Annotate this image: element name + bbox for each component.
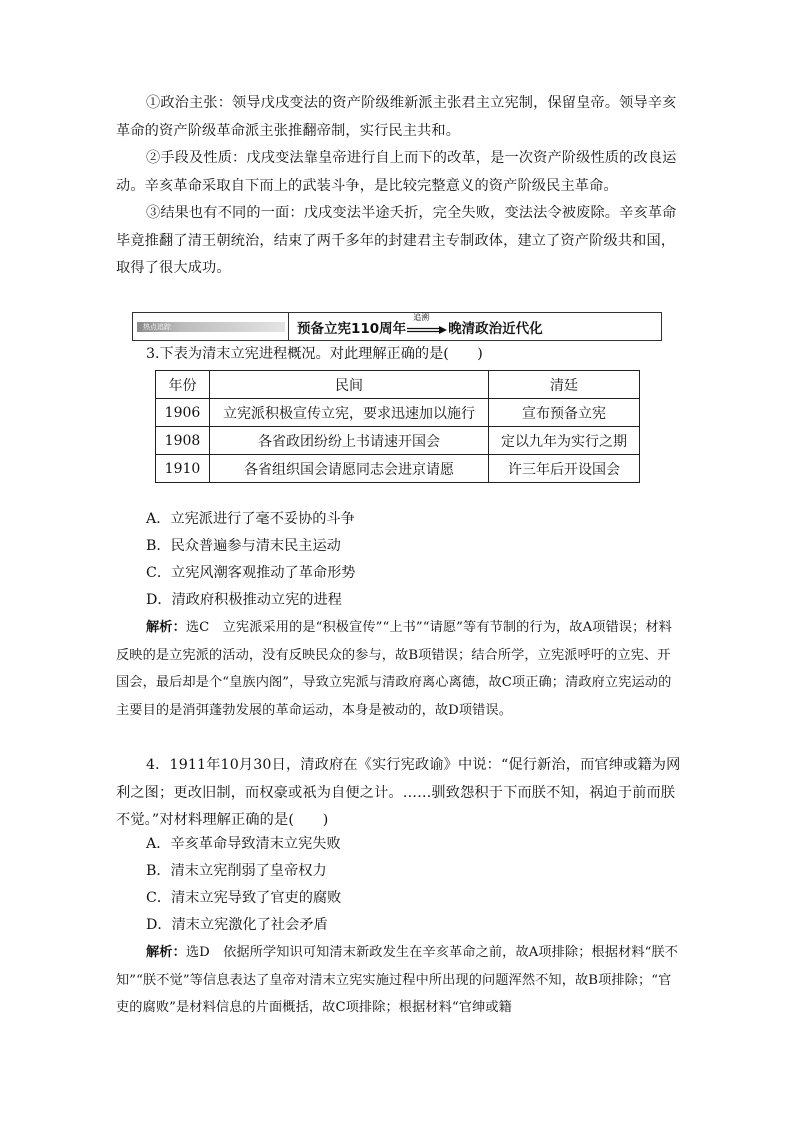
banner-title-part2: 晚清政治近代化 <box>448 320 543 337</box>
q3-analysis <box>116 614 682 724</box>
intro-paragraph-political: ①政治主张：领导戊戌变法的资产阶级维新派主张君主立宪制，保留皇帝。领导辛亥革命的资产阶级革命派主张推翻帝制，实行民主共和。 <box>116 95 677 139</box>
banner-title <box>289 313 661 340</box>
table-cell-year: 1906 <box>156 399 210 427</box>
table-header-court: 清廷 <box>489 371 640 399</box>
table-cell-civil: 各省组织国会请愿同志会进京请愿 <box>210 455 489 483</box>
q3-option-b: B．民众普遍参与清末民主运动 <box>146 538 341 554</box>
q4-analysis-label: 解析： <box>146 945 186 960</box>
table-cell-court: 许三年后开设国会 <box>489 455 640 483</box>
banner-tag: 热点追踪 <box>137 322 285 332</box>
banner-title-part1: 预备立宪110周年 <box>297 320 407 337</box>
table-header-row <box>156 371 640 399</box>
intro-paragraph-methods: ②手段及性质：戊戌变法靠皇帝进行自上而下的改革，是一次资产阶级性质的改良运动。辛亥革命采取自下而上的武装斗争，是比较完整意义的资产阶级民主革命。 <box>116 150 677 194</box>
table-row <box>156 399 640 427</box>
table-cell-court: 宣布预备立宪 <box>489 399 640 427</box>
table-cell-civil: 各省政团纷纷上书请速开国会 <box>210 427 489 455</box>
q3-option-d: D．清政府积极推动立宪的进程 <box>146 592 342 608</box>
q4-option-d: D．清末立宪激化了社会矛盾 <box>146 917 328 933</box>
q4-analysis-text: 选D 依据所学知识可知清末新政发生在辛亥革命之前，故A项排除；根据材料“朕不知”“朕不觉”等信息表达了皇帝对清末立宪实施过程中所出现的问题浑然不知，故B项排除；“官吏的腐败”是材料信息的片面概括，故C项排除；根据材料“官绅或籍 <box>116 945 679 1015</box>
table-cell-civil: 立宪派积极宣传立宪，要求迅速加以施行 <box>210 399 489 427</box>
q3-analysis-label: 解析： <box>146 620 186 635</box>
q4-option-a: A．辛亥革命导致清末立宪失败 <box>146 836 341 852</box>
table-header-year: 年份 <box>156 371 210 399</box>
question-4-stem: 4．1911年10月30日，清政府在《实行宪政谕》中说：“促行新治，而官绅或籍为网利之图；更改旧制，而权豪或祇为自便之计。……驯致怨积于下而朕不知，祸迫于前而朕不觉。”对材料理解正确的是( ) <box>116 757 681 828</box>
table-cell-year: 1908 <box>156 427 210 455</box>
table-cell-year: 1910 <box>156 455 210 483</box>
question-3-stem: 3.下表为清末立宪进程概况。对此理解正确的是( ) <box>146 346 483 362</box>
q3-option-a: A．立宪派进行了毫不妥协的斗争 <box>146 511 355 527</box>
q4-analysis <box>116 939 682 1022</box>
topic-banner <box>132 312 662 341</box>
right-arrow-icon <box>407 326 447 334</box>
q3-option-c: C．立宪风潮客观推动了革命形势 <box>146 565 356 581</box>
q4-option-b: B．清末立宪削弱了皇帝权力 <box>146 863 327 879</box>
table-header-civil: 民间 <box>210 371 489 399</box>
arrow-label: 追溯 <box>413 312 430 322</box>
q4-option-c: C．清末立宪导致了官吏的腐败 <box>146 890 342 906</box>
trace-arrow <box>407 312 447 336</box>
intro-paragraph-results: ③结果也有不同的一面：戊戌变法半途夭折，完全失败，变法法令被废除。辛亥革命毕竟推翻了清王朝统治，结束了两千多年的封建君主专制政体，建立了资产阶级共和国，取得了很大成功。 <box>116 205 677 276</box>
constitution-progress-table <box>155 370 640 483</box>
banner-tag-box <box>133 313 289 340</box>
table-row <box>156 427 640 455</box>
table-row <box>156 455 640 483</box>
table-cell-court: 定以九年为实行之期 <box>489 427 640 455</box>
q3-analysis-text: 选C 立宪派采用的是“积极宣传”“上书”“请愿”等有节制的行为，故A项错误；材料反映的是立宪派的活动，没有反映民众的参与，故B项错误；结合所学，立宪派呼吁的立宪、开国会，最后却是个“皇族内阁”，导致立宪派与清政府离心离德，故C项正确；清政府立宪运动的主要目的是消弭蓬勃发展的革命运动，本身是被动的，故D项错误。 <box>116 620 672 718</box>
